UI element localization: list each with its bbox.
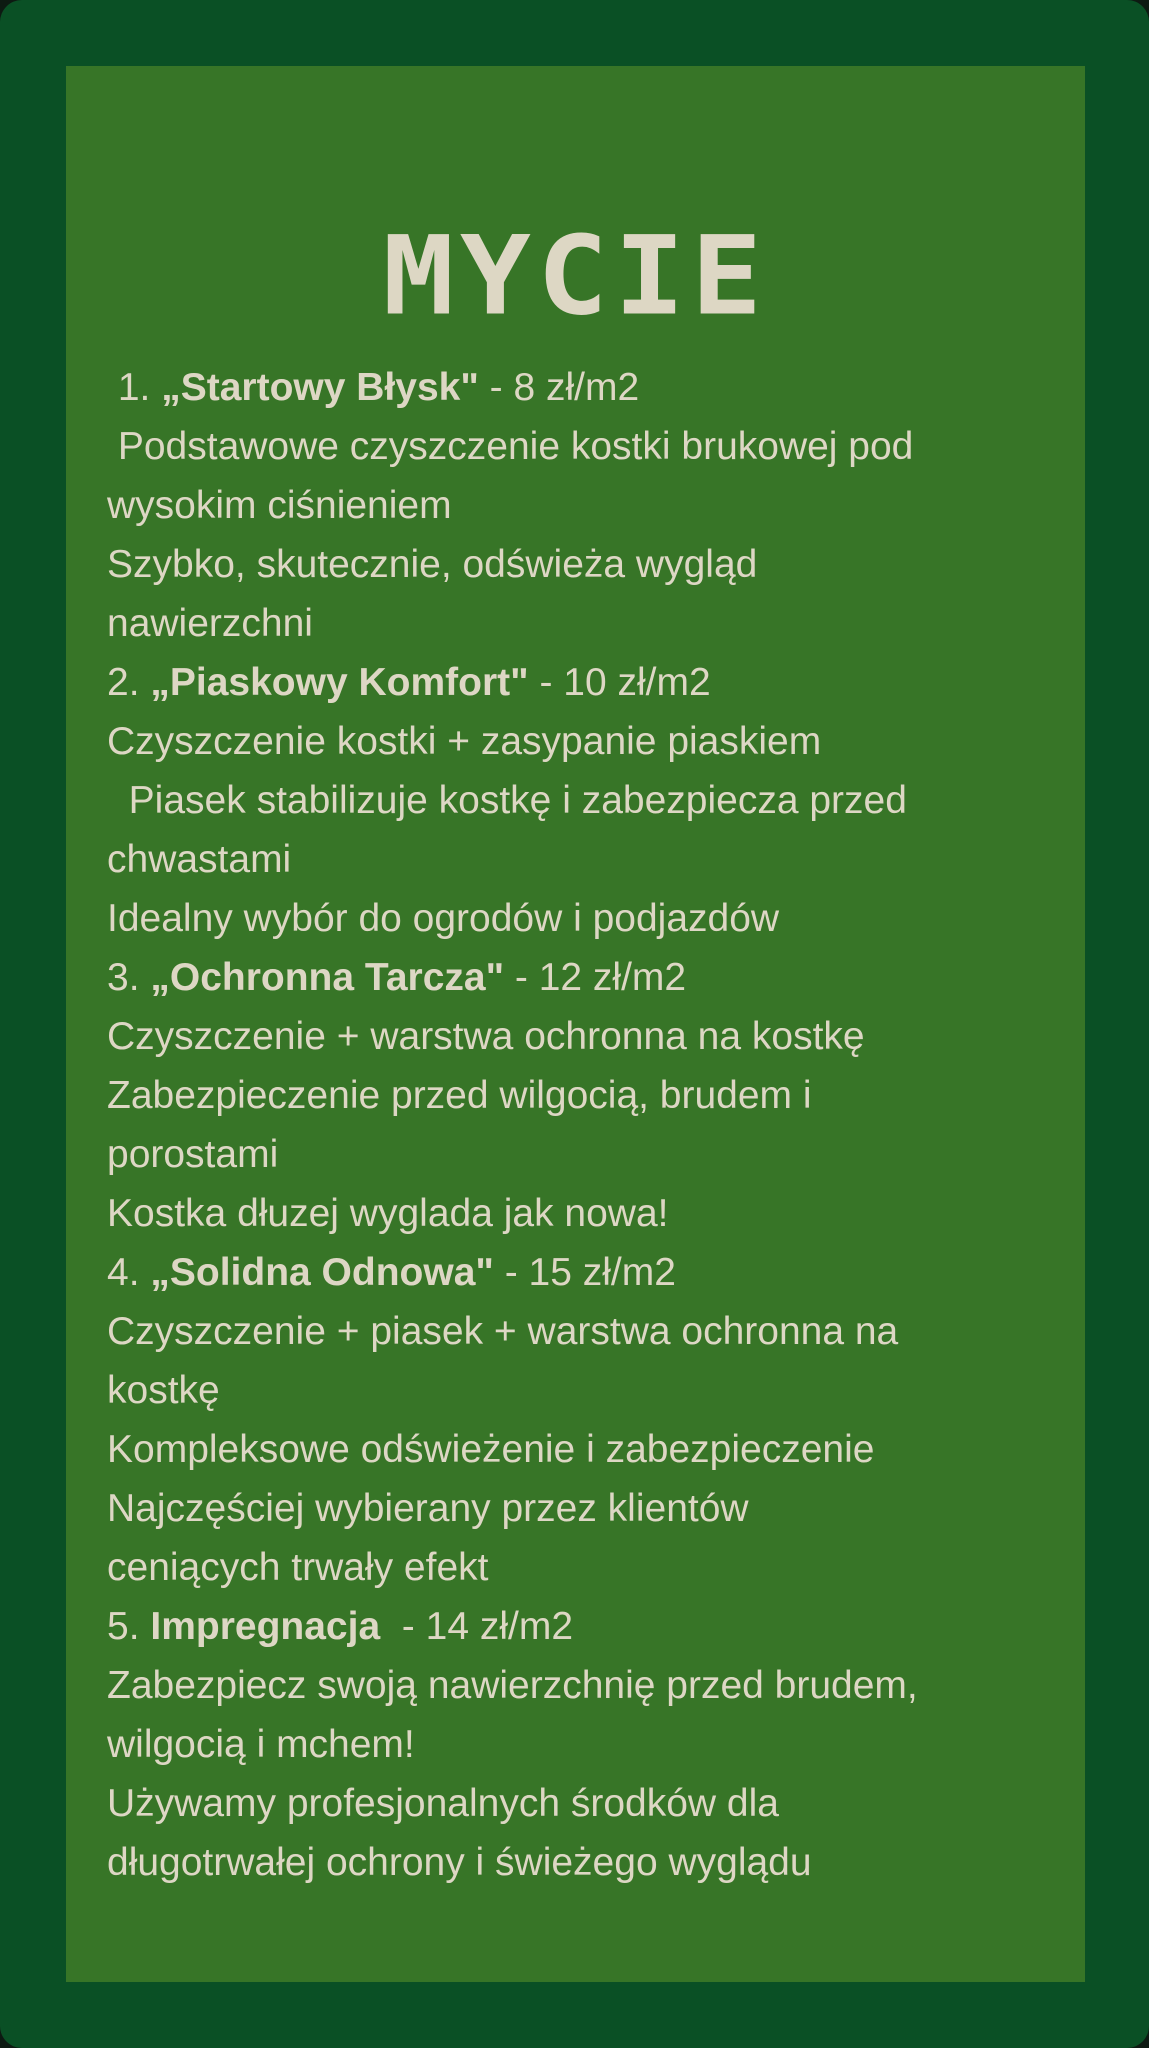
service-description: Zabezpiecz swoją nawierzchnię przed brudem, (107, 1664, 918, 1707)
service-description: Szybko, skutecznie, odświeża wygląd (107, 543, 758, 586)
service-heading (107, 653, 1067, 712)
service-heading (107, 358, 1067, 417)
service-description: długotrwałej ochrony i świeżego wyglądu (107, 1841, 812, 1884)
service-item (107, 358, 1067, 653)
service-description: Podstawowe czyszczenie kostki brukowej pod (107, 425, 914, 468)
service-description: kostkę (107, 1369, 220, 1412)
service-number: 3. (107, 956, 140, 999)
service-name: Impregnacja (150, 1605, 381, 1648)
service-heading (107, 1243, 1067, 1302)
service-item (107, 948, 1067, 1243)
service-price: - 14 zł/m2 (380, 1605, 574, 1648)
service-item (107, 1597, 1067, 1892)
price-list-panel (66, 66, 1085, 1982)
service-item (107, 653, 1067, 948)
service-description: Kompleksowe odświeżenie i zabezpieczenie (107, 1428, 875, 1471)
service-description: Używamy profesjonalnych środków dla (107, 1782, 779, 1825)
service-description: Idealny wybór do ogrodów i podjazdów (107, 897, 780, 940)
service-description: wysokim ciśnieniem (107, 484, 452, 527)
service-description: wilgocią i mchem! (107, 1723, 415, 1766)
service-item (107, 1243, 1067, 1597)
service-name: „Ochronna Tarcza" (150, 956, 505, 999)
service-description: Piasek stabilizuje kostkę i zabezpiecza przed (107, 779, 907, 822)
service-number: 5. (107, 1605, 140, 1648)
service-name: „Solidna Odnowa" (150, 1251, 494, 1294)
service-number: 1. (107, 366, 151, 409)
service-heading (107, 1597, 1067, 1656)
services-list (107, 358, 1067, 1892)
page-title: MYCIE (382, 212, 769, 340)
service-description: porostami (107, 1133, 279, 1176)
service-description: Zabezpieczenie przed wilgocią, brudem i (107, 1074, 812, 1117)
service-description: Czyszczenie + piasek + warstwa ochronna na (107, 1310, 899, 1353)
service-price: - 12 zł/m2 (504, 956, 687, 999)
service-price: - 15 zł/m2 (493, 1251, 676, 1294)
service-description: Czyszczenie + warstwa ochronna na kostkę (107, 1015, 865, 1058)
service-description: ceniących trwały efekt (107, 1546, 489, 1589)
service-number: 4. (107, 1251, 140, 1294)
service-number: 2. (107, 661, 140, 704)
service-name: „Piaskowy Komfort" (150, 661, 529, 704)
service-description: Czyszczenie kostki + zasypanie piaskiem (107, 720, 822, 763)
service-heading (107, 948, 1067, 1007)
service-price: - 10 zł/m2 (528, 661, 711, 704)
service-description: Najczęściej wybierany przez klientów (107, 1487, 749, 1530)
service-description: chwastami (107, 838, 292, 881)
service-description: nawierzchni (107, 602, 313, 645)
service-name: „Startowy Błysk" (161, 366, 479, 409)
service-description: Kostka dłuzej wyglada jak nowa! (107, 1192, 669, 1235)
service-price: - 8 zł/m2 (478, 366, 640, 409)
